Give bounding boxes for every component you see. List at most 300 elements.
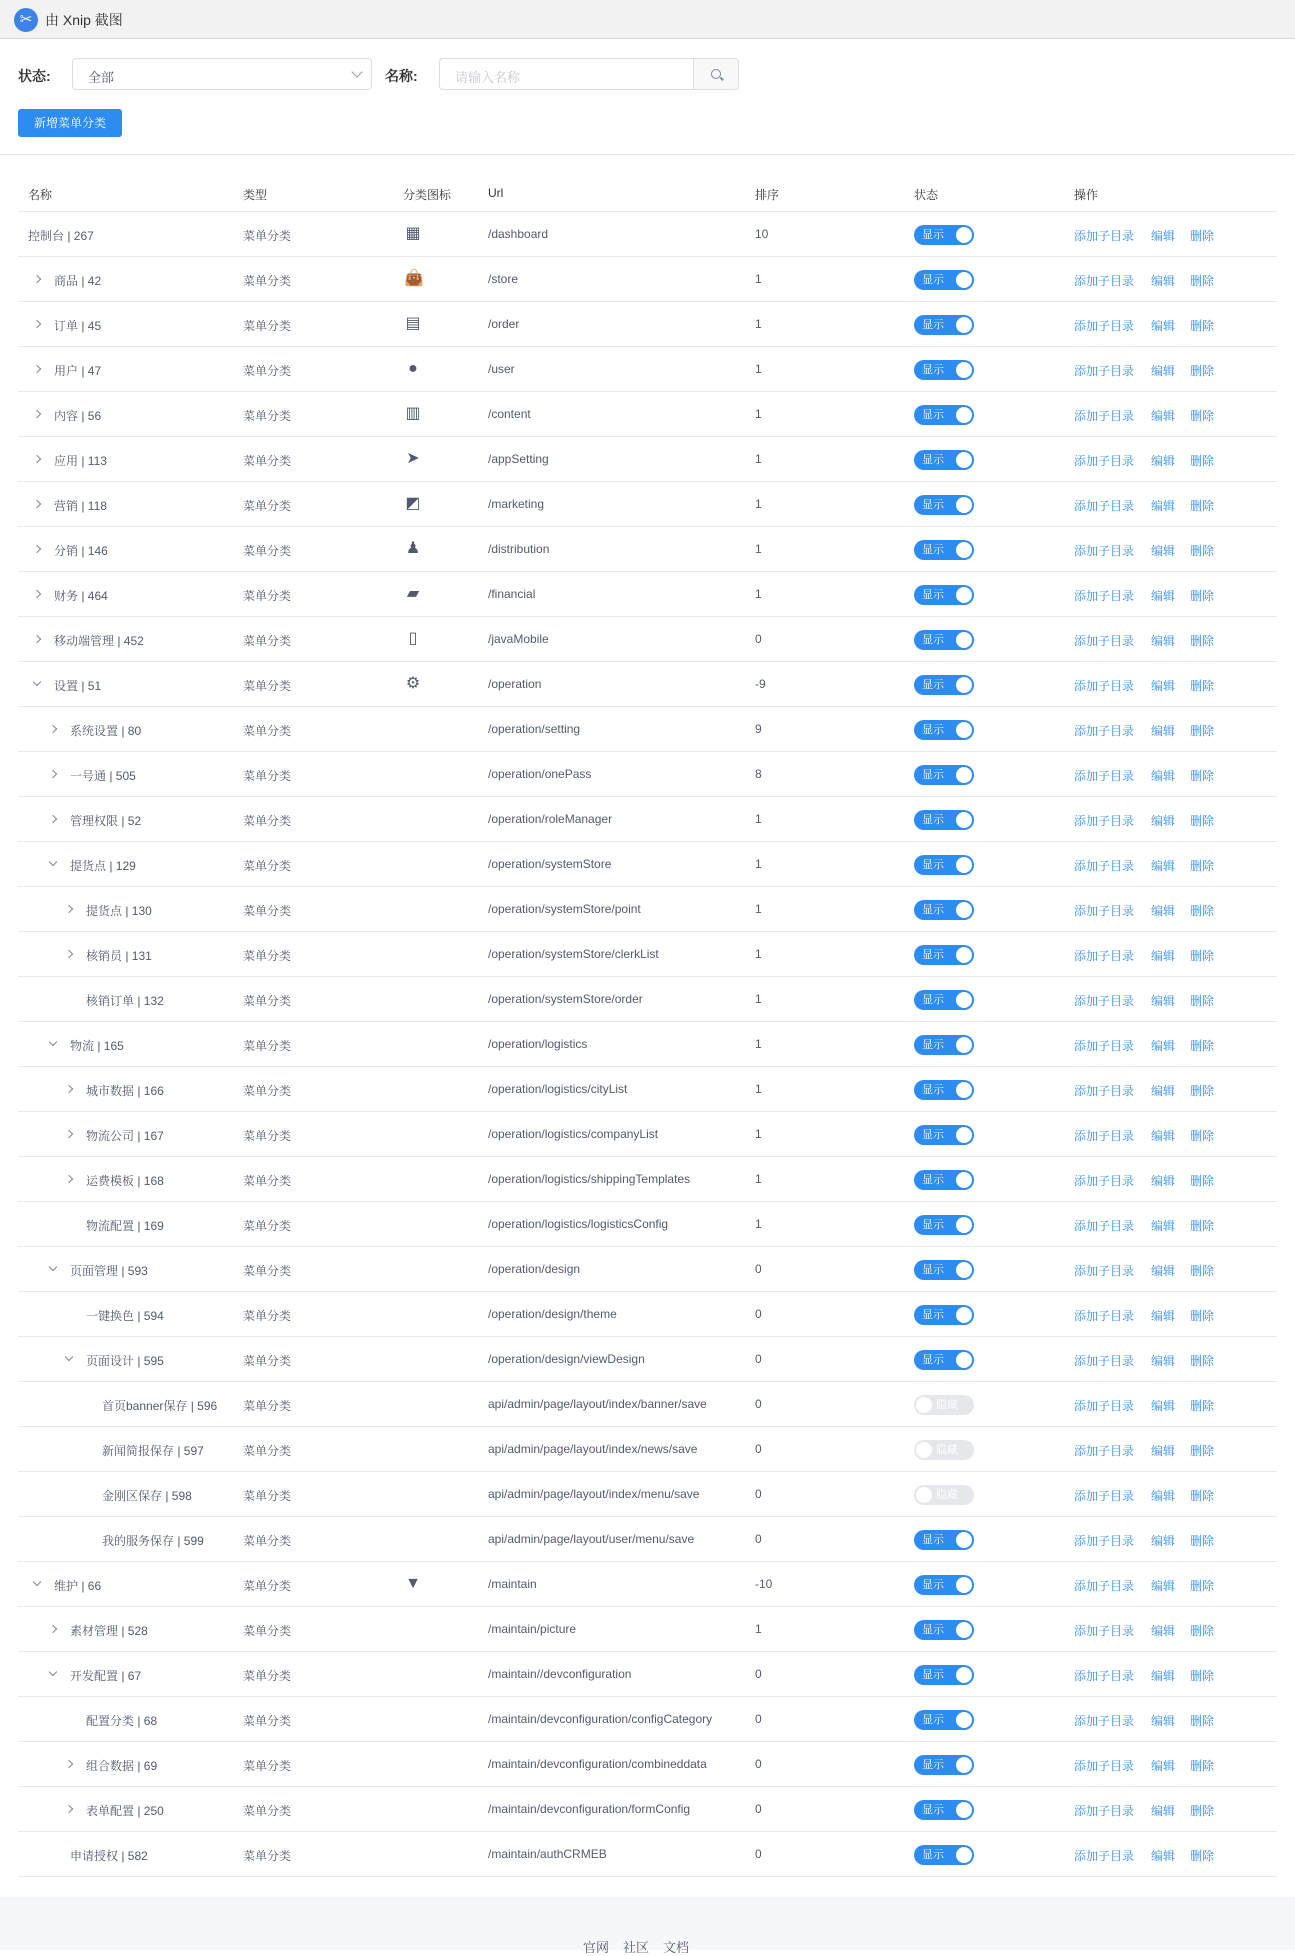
- delete-link[interactable]: 删除: [1190, 229, 1215, 243]
- add-child-link[interactable]: 添加子目录: [1074, 949, 1135, 963]
- table-row: [18, 1337, 1277, 1382]
- add-child-link[interactable]: 添加子目录: [1074, 1759, 1135, 1773]
- row-url: api/admin/page/layout/index/banner/save: [488, 1397, 707, 1411]
- chevron-down-icon[interactable]: [49, 1038, 57, 1046]
- status-toggle[interactable]: [914, 1125, 974, 1145]
- table-row: [18, 707, 1277, 752]
- chevron-right-icon[interactable]: [33, 410, 41, 418]
- add-child-link[interactable]: 添加子目录: [1074, 544, 1135, 558]
- wallet-icon: ▰: [406, 585, 420, 602]
- edit-link[interactable]: 编辑: [1151, 1354, 1176, 1368]
- table-row: [18, 527, 1277, 572]
- status-toggle[interactable]: [914, 1530, 974, 1550]
- row-type: 菜单分类: [243, 499, 292, 513]
- status-toggle-label: 显示: [922, 1759, 944, 1771]
- delete-link[interactable]: 删除: [1190, 589, 1215, 603]
- footer-link[interactable]: 文档: [663, 1940, 690, 1955]
- delete-link[interactable]: 删除: [1190, 319, 1215, 333]
- status-toggle[interactable]: [914, 1260, 974, 1280]
- delete-link[interactable]: 删除: [1190, 499, 1215, 513]
- delete-link[interactable]: 删除: [1190, 1264, 1215, 1278]
- edit-link[interactable]: 编辑: [1151, 1444, 1176, 1458]
- edit-link[interactable]: 编辑: [1151, 724, 1176, 738]
- add-child-link[interactable]: 添加子目录: [1074, 319, 1135, 333]
- footer-link[interactable]: 官网: [583, 1940, 610, 1955]
- brush-icon: ▼: [405, 1575, 421, 1592]
- status-toggle[interactable]: [914, 810, 974, 830]
- edit-link[interactable]: 编辑: [1151, 859, 1176, 873]
- add-child-link[interactable]: 添加子目录: [1074, 634, 1135, 648]
- row-name: 配置分类 | 68: [86, 1714, 158, 1728]
- edit-link[interactable]: 编辑: [1151, 274, 1176, 288]
- edit-link[interactable]: 编辑: [1151, 1759, 1176, 1773]
- row-type: 菜单分类: [243, 1669, 292, 1683]
- row-type: 菜单分类: [243, 1219, 292, 1233]
- status-toggle[interactable]: [914, 1800, 974, 1820]
- delete-link[interactable]: 删除: [1190, 724, 1215, 738]
- add-child-link[interactable]: 添加子目录: [1074, 769, 1135, 783]
- row-sort: 1: [755, 902, 762, 916]
- status-toggle-label: 显示: [922, 409, 944, 421]
- status-toggle-label: 隐藏: [936, 1444, 958, 1456]
- add-child-link[interactable]: 添加子目录: [1074, 499, 1135, 513]
- row-type: 菜单分类: [243, 1489, 292, 1503]
- chevron-right-icon[interactable]: [33, 545, 41, 553]
- edit-link[interactable]: 编辑: [1151, 1714, 1176, 1728]
- chevron-down-icon[interactable]: [49, 1263, 57, 1271]
- add-child-link[interactable]: 添加子目录: [1074, 1129, 1135, 1143]
- status-toggle[interactable]: [914, 585, 974, 605]
- row-url: /operation/systemStore/clerkList: [488, 947, 659, 961]
- chevron-right-icon[interactable]: [65, 1760, 73, 1768]
- add-child-link[interactable]: 添加子目录: [1074, 1174, 1135, 1188]
- status-toggle[interactable]: [914, 1665, 974, 1685]
- row-sort: 0: [755, 1352, 762, 1366]
- delete-link[interactable]: 删除: [1190, 409, 1215, 423]
- add-child-link[interactable]: 添加子目录: [1074, 904, 1135, 918]
- col-name: 名称: [28, 188, 53, 202]
- row-sort: 1: [755, 542, 762, 556]
- status-toggle[interactable]: [914, 765, 974, 785]
- delete-link[interactable]: 删除: [1190, 949, 1215, 963]
- row-sort: 1: [755, 317, 762, 331]
- status-toggle-label: 显示: [922, 679, 944, 691]
- delete-link[interactable]: 删除: [1190, 454, 1215, 468]
- status-toggle-label: 显示: [922, 499, 944, 511]
- row-type: 菜单分类: [243, 634, 292, 648]
- delete-link[interactable]: 删除: [1190, 1174, 1215, 1188]
- status-toggle-label: 显示: [922, 1174, 944, 1186]
- row-name: 提货点 | 129: [70, 859, 136, 873]
- status-toggle-label: 隐藏: [936, 1399, 958, 1411]
- status-toggle-label: 显示: [922, 229, 944, 241]
- status-toggle[interactable]: [914, 1755, 974, 1775]
- chevron-right-icon[interactable]: [33, 320, 41, 328]
- name-search-input[interactable]: 请输入名称: [439, 58, 694, 90]
- status-toggle-label: 显示: [922, 1624, 944, 1636]
- delete-link[interactable]: 删除: [1190, 1444, 1215, 1458]
- delete-link[interactable]: 删除: [1190, 859, 1215, 873]
- add-child-link[interactable]: 添加子目录: [1074, 1084, 1135, 1098]
- col-status: 状态: [914, 188, 939, 202]
- row-url: /user: [488, 362, 515, 376]
- search-button[interactable]: [693, 58, 739, 90]
- row-type: 菜单分类: [243, 274, 292, 288]
- edit-link[interactable]: 编辑: [1151, 364, 1176, 378]
- edit-link[interactable]: 编辑: [1151, 1309, 1176, 1323]
- add-child-link[interactable]: 添加子目录: [1074, 364, 1135, 378]
- chevron-down-icon[interactable]: [49, 1668, 57, 1676]
- table-row: [18, 1247, 1277, 1292]
- chevron-right-icon[interactable]: [33, 590, 41, 598]
- gear-icon: ⚙: [405, 675, 421, 692]
- chevron-down-icon[interactable]: [49, 858, 57, 866]
- row-url: /maintain/devconfiguration/configCategory: [488, 1712, 713, 1726]
- row-url: /store: [488, 272, 519, 286]
- edit-link[interactable]: 编辑: [1151, 1129, 1176, 1143]
- edit-link[interactable]: 编辑: [1151, 769, 1176, 783]
- delete-link[interactable]: 删除: [1190, 1489, 1215, 1503]
- row-name: 金刚区保存 | 598: [102, 1489, 192, 1503]
- edit-link[interactable]: 编辑: [1151, 634, 1176, 648]
- edit-link[interactable]: 编辑: [1151, 1039, 1176, 1053]
- row-sort: 0: [755, 1757, 762, 1771]
- book-icon: ▥: [405, 405, 421, 422]
- status-toggle[interactable]: [914, 1035, 974, 1055]
- row-type: 菜单分类: [243, 1624, 292, 1638]
- status-toggle-label: 显示: [922, 994, 944, 1006]
- table-row: [18, 1517, 1277, 1562]
- status-toggle-label: 显示: [922, 1219, 944, 1231]
- chevron-right-icon[interactable]: [65, 1175, 73, 1183]
- table-row: [18, 1697, 1277, 1742]
- delete-link[interactable]: 删除: [1190, 1084, 1215, 1098]
- row-url: /javaMobile: [488, 632, 549, 646]
- edit-link[interactable]: 编辑: [1151, 1399, 1176, 1413]
- delete-link[interactable]: 删除: [1190, 1714, 1215, 1728]
- edit-link[interactable]: 编辑: [1151, 1669, 1176, 1683]
- add-child-link[interactable]: 添加子目录: [1074, 1669, 1135, 1683]
- row-type: 菜单分类: [243, 1354, 292, 1368]
- row-url: /operation/logistics/shippingTemplates: [488, 1172, 691, 1186]
- edit-link[interactable]: 编辑: [1151, 229, 1176, 243]
- row-url: /operation/systemStore/point: [488, 902, 641, 916]
- table-row: [18, 257, 1277, 302]
- delete-link[interactable]: 删除: [1190, 1579, 1215, 1593]
- delete-link[interactable]: 删除: [1190, 1759, 1215, 1773]
- chevron-right-icon[interactable]: [65, 905, 73, 913]
- delete-link[interactable]: 删除: [1190, 1534, 1215, 1548]
- delete-link[interactable]: 删除: [1190, 634, 1215, 648]
- status-select-value: 全部: [88, 70, 115, 85]
- status-toggle[interactable]: [914, 1620, 974, 1640]
- status-toggle[interactable]: [914, 450, 974, 470]
- add-child-link[interactable]: 添加子目录: [1074, 859, 1135, 873]
- chart-icon: ◩: [405, 495, 421, 512]
- status-toggle-label: 显示: [922, 1039, 944, 1051]
- table-row: [18, 1472, 1277, 1517]
- delete-link[interactable]: 删除: [1190, 1399, 1215, 1413]
- delete-link[interactable]: 删除: [1190, 364, 1215, 378]
- chevron-right-icon[interactable]: [65, 950, 73, 958]
- status-toggle[interactable]: [914, 270, 974, 290]
- row-url: /operation/logistics/cityList: [488, 1082, 628, 1096]
- chevron-down-icon[interactable]: [33, 678, 41, 686]
- status-toggle[interactable]: [914, 1395, 974, 1415]
- row-url: /operation/setting: [488, 722, 581, 736]
- chevron-right-icon[interactable]: [65, 1805, 73, 1813]
- row-name: 申请授权 | 582: [70, 1849, 148, 1863]
- add-child-link[interactable]: 添加子目录: [1074, 1534, 1135, 1548]
- row-url: /operation/systemStore/order: [488, 992, 643, 1006]
- edit-link[interactable]: 编辑: [1151, 589, 1176, 603]
- footer-link[interactable]: 社区: [623, 1940, 650, 1955]
- row-type: 菜单分类: [243, 724, 292, 738]
- delete-link[interactable]: 删除: [1190, 544, 1215, 558]
- edit-link[interactable]: 编辑: [1151, 544, 1176, 558]
- row-name: 素材管理 | 528: [70, 1624, 148, 1638]
- add-child-link[interactable]: 添加子目录: [1074, 814, 1135, 828]
- status-toggle-label: 显示: [922, 1309, 944, 1321]
- edit-link[interactable]: 编辑: [1151, 1219, 1176, 1233]
- edit-link[interactable]: 编辑: [1151, 1804, 1176, 1818]
- status-toggle[interactable]: [914, 630, 974, 650]
- delete-link[interactable]: 删除: [1190, 274, 1215, 288]
- status-toggle[interactable]: [914, 540, 974, 560]
- row-sort: 0: [755, 1307, 762, 1321]
- chevron-right-icon[interactable]: [65, 1085, 73, 1093]
- row-url: /maintain: [488, 1577, 537, 1591]
- status-toggle[interactable]: [914, 1485, 974, 1505]
- status-toggle[interactable]: [914, 1710, 974, 1730]
- add-child-link[interactable]: 添加子目录: [1074, 1219, 1135, 1233]
- table-row: [18, 1112, 1277, 1157]
- row-name: 物流公司 | 167: [86, 1129, 164, 1143]
- add-child-link[interactable]: 添加子目录: [1074, 1354, 1135, 1368]
- status-toggle[interactable]: [914, 1440, 974, 1460]
- table-row: [18, 1787, 1277, 1832]
- edit-link[interactable]: 编辑: [1151, 1849, 1176, 1863]
- status-toggle[interactable]: [914, 1575, 974, 1595]
- edit-link[interactable]: 编辑: [1151, 1489, 1176, 1503]
- chevron-right-icon[interactable]: [49, 815, 57, 823]
- delete-link[interactable]: 删除: [1190, 1039, 1215, 1053]
- chevron-right-icon[interactable]: [65, 1130, 73, 1138]
- chevron-right-icon[interactable]: [33, 635, 41, 643]
- add-child-link[interactable]: 添加子目录: [1074, 1309, 1135, 1323]
- edit-link[interactable]: 编辑: [1151, 454, 1176, 468]
- row-sort: 10: [755, 227, 769, 241]
- status-toggle-label: 隐藏: [936, 1489, 958, 1501]
- row-sort: -10: [755, 1577, 773, 1591]
- status-toggle[interactable]: [914, 720, 974, 740]
- chevron-right-icon[interactable]: [49, 1625, 57, 1633]
- status-toggle[interactable]: [914, 495, 974, 515]
- row-sort: 1: [755, 1037, 762, 1051]
- row-name: 一号通 | 505: [70, 769, 136, 783]
- status-toggle-label: 显示: [922, 1129, 944, 1141]
- delete-link[interactable]: 删除: [1190, 679, 1215, 693]
- add-menu-category-button[interactable]: 新增菜单分类: [18, 109, 122, 137]
- name-filter-label: 名称:: [385, 68, 418, 84]
- delete-link[interactable]: 删除: [1190, 1849, 1215, 1863]
- mobile-icon: ▯: [408, 630, 418, 647]
- row-name: 维护 | 66: [54, 1579, 102, 1593]
- add-child-link[interactable]: 添加子目录: [1074, 1444, 1135, 1458]
- row-url: /financial: [488, 587, 536, 601]
- chevron-right-icon[interactable]: [49, 725, 57, 733]
- row-url: /order: [488, 317, 520, 331]
- add-child-link[interactable]: 添加子目录: [1074, 724, 1135, 738]
- table-row: [18, 1832, 1277, 1877]
- row-url: /operation/logistics/logisticsConfig: [488, 1217, 669, 1231]
- status-toggle-label: 显示: [922, 1804, 944, 1816]
- row-type: 菜单分类: [243, 1759, 292, 1773]
- add-child-link[interactable]: 添加子目录: [1074, 274, 1135, 288]
- row-url: /operation/design: [488, 1262, 581, 1276]
- delete-link[interactable]: 删除: [1190, 814, 1215, 828]
- edit-link[interactable]: 编辑: [1151, 1174, 1176, 1188]
- row-url: /dashboard: [488, 227, 549, 241]
- row-sort: 1: [755, 992, 762, 1006]
- edit-link[interactable]: 编辑: [1151, 409, 1176, 423]
- delete-link[interactable]: 删除: [1190, 1804, 1215, 1818]
- edit-link[interactable]: 编辑: [1151, 1579, 1176, 1593]
- chevron-right-icon[interactable]: [33, 365, 41, 373]
- row-sort: 1: [755, 947, 762, 961]
- status-toggle[interactable]: [914, 315, 974, 335]
- table-row: [18, 437, 1277, 482]
- row-name: 页面管理 | 593: [70, 1264, 148, 1278]
- edit-link[interactable]: 编辑: [1151, 904, 1176, 918]
- row-name: 控制台 | 267: [28, 229, 94, 243]
- add-child-link[interactable]: 添加子目录: [1074, 229, 1135, 243]
- status-toggle[interactable]: [914, 1845, 974, 1865]
- row-name: 系统设置 | 80: [70, 724, 142, 738]
- edit-link[interactable]: 编辑: [1151, 679, 1176, 693]
- edit-link[interactable]: 编辑: [1151, 1264, 1176, 1278]
- delete-link[interactable]: 删除: [1190, 1624, 1215, 1638]
- add-child-link[interactable]: 添加子目录: [1074, 1849, 1135, 1863]
- status-toggle[interactable]: [914, 1305, 974, 1325]
- col-url: Url: [488, 186, 504, 200]
- edit-link[interactable]: 编辑: [1151, 994, 1176, 1008]
- row-url: /operation/design/theme: [488, 1307, 617, 1321]
- delete-link[interactable]: 删除: [1190, 1219, 1215, 1233]
- chevron-right-icon[interactable]: [33, 275, 41, 283]
- col-sort: 排序: [755, 188, 780, 202]
- row-type: 菜单分类: [243, 859, 292, 873]
- add-child-link[interactable]: 添加子目录: [1074, 994, 1135, 1008]
- clipboard-icon: ▤: [405, 315, 421, 332]
- status-toggle[interactable]: [914, 1215, 974, 1235]
- row-sort: 1: [755, 1217, 762, 1231]
- delete-link[interactable]: 删除: [1190, 769, 1215, 783]
- add-child-link[interactable]: 添加子目录: [1074, 1579, 1135, 1593]
- status-toggle[interactable]: [914, 360, 974, 380]
- table-row: [18, 1157, 1277, 1202]
- row-url: /distribution: [488, 542, 550, 556]
- chevron-down-icon[interactable]: [33, 1578, 41, 1586]
- status-toggle[interactable]: [914, 855, 974, 875]
- chevron-right-icon[interactable]: [33, 455, 41, 463]
- add-child-link[interactable]: 添加子目录: [1074, 679, 1135, 693]
- row-sort: 0: [755, 1397, 762, 1411]
- status-toggle[interactable]: [914, 1170, 974, 1190]
- chevron-down-icon[interactable]: [65, 1353, 73, 1361]
- status-toggle[interactable]: [914, 675, 974, 695]
- edit-link[interactable]: 编辑: [1151, 1624, 1176, 1638]
- row-name: 用户 | 47: [54, 364, 102, 378]
- row-name: 财务 | 464: [54, 589, 108, 603]
- status-toggle[interactable]: [914, 405, 974, 425]
- add-child-link[interactable]: 添加子目录: [1074, 1039, 1135, 1053]
- delete-link[interactable]: 删除: [1190, 994, 1215, 1008]
- window-titlebar: [0, 0, 1295, 39]
- chevron-right-icon[interactable]: [33, 500, 41, 508]
- row-url: api/admin/page/layout/user/menu/save: [488, 1532, 695, 1546]
- edit-link[interactable]: 编辑: [1151, 319, 1176, 333]
- row-sort: 0: [755, 632, 762, 646]
- add-child-link[interactable]: 添加子目录: [1074, 1714, 1135, 1728]
- status-toggle-label: 显示: [922, 904, 944, 916]
- add-child-link[interactable]: 添加子目录: [1074, 589, 1135, 603]
- delete-link[interactable]: 删除: [1190, 1669, 1215, 1683]
- row-url: /operation/design/viewDesign: [488, 1352, 645, 1366]
- status-toggle[interactable]: [914, 945, 974, 965]
- edit-link[interactable]: 编辑: [1151, 949, 1176, 963]
- dashboard-icon: ▦: [405, 225, 421, 242]
- row-url: /maintain/picture: [488, 1622, 577, 1636]
- row-url: /appSetting: [488, 452, 549, 466]
- row-name: 分销 | 146: [54, 544, 108, 558]
- delete-link[interactable]: 删除: [1190, 1129, 1215, 1143]
- add-child-link[interactable]: 添加子目录: [1074, 1264, 1135, 1278]
- edit-link[interactable]: 编辑: [1151, 1084, 1176, 1098]
- add-child-link[interactable]: 添加子目录: [1074, 1624, 1135, 1638]
- table-row: [18, 662, 1277, 707]
- edit-link[interactable]: 编辑: [1151, 814, 1176, 828]
- row-name: 核销员 | 131: [86, 949, 152, 963]
- status-select[interactable]: [72, 58, 372, 90]
- row-sort: 1: [755, 1082, 762, 1096]
- row-url: /operation/logistics: [488, 1037, 588, 1051]
- delete-link[interactable]: 删除: [1190, 904, 1215, 918]
- edit-link[interactable]: 编辑: [1151, 1534, 1176, 1548]
- person-icon: ●: [408, 360, 418, 377]
- status-toggle[interactable]: [914, 1350, 974, 1370]
- add-child-link[interactable]: 添加子目录: [1074, 1399, 1135, 1413]
- add-child-link[interactable]: 添加子目录: [1074, 1489, 1135, 1503]
- status-toggle[interactable]: [914, 225, 974, 245]
- status-toggle[interactable]: [914, 990, 974, 1010]
- edit-link[interactable]: 编辑: [1151, 499, 1176, 513]
- row-type: 菜单分类: [243, 1534, 292, 1548]
- add-child-link[interactable]: 添加子目录: [1074, 1804, 1135, 1818]
- status-toggle-label: 显示: [922, 1084, 944, 1096]
- row-name: 页面设计 | 595: [86, 1354, 164, 1368]
- add-child-link[interactable]: 添加子目录: [1074, 454, 1135, 468]
- delete-link[interactable]: 删除: [1190, 1309, 1215, 1323]
- table-row: [18, 977, 1277, 1022]
- add-child-link[interactable]: 添加子目录: [1074, 409, 1135, 423]
- table-row: [18, 347, 1277, 392]
- delete-link[interactable]: 删除: [1190, 1354, 1215, 1368]
- row-name: 提货点 | 130: [86, 904, 152, 918]
- status-toggle[interactable]: [914, 1080, 974, 1100]
- status-toggle[interactable]: [914, 900, 974, 920]
- chevron-right-icon[interactable]: [49, 770, 57, 778]
